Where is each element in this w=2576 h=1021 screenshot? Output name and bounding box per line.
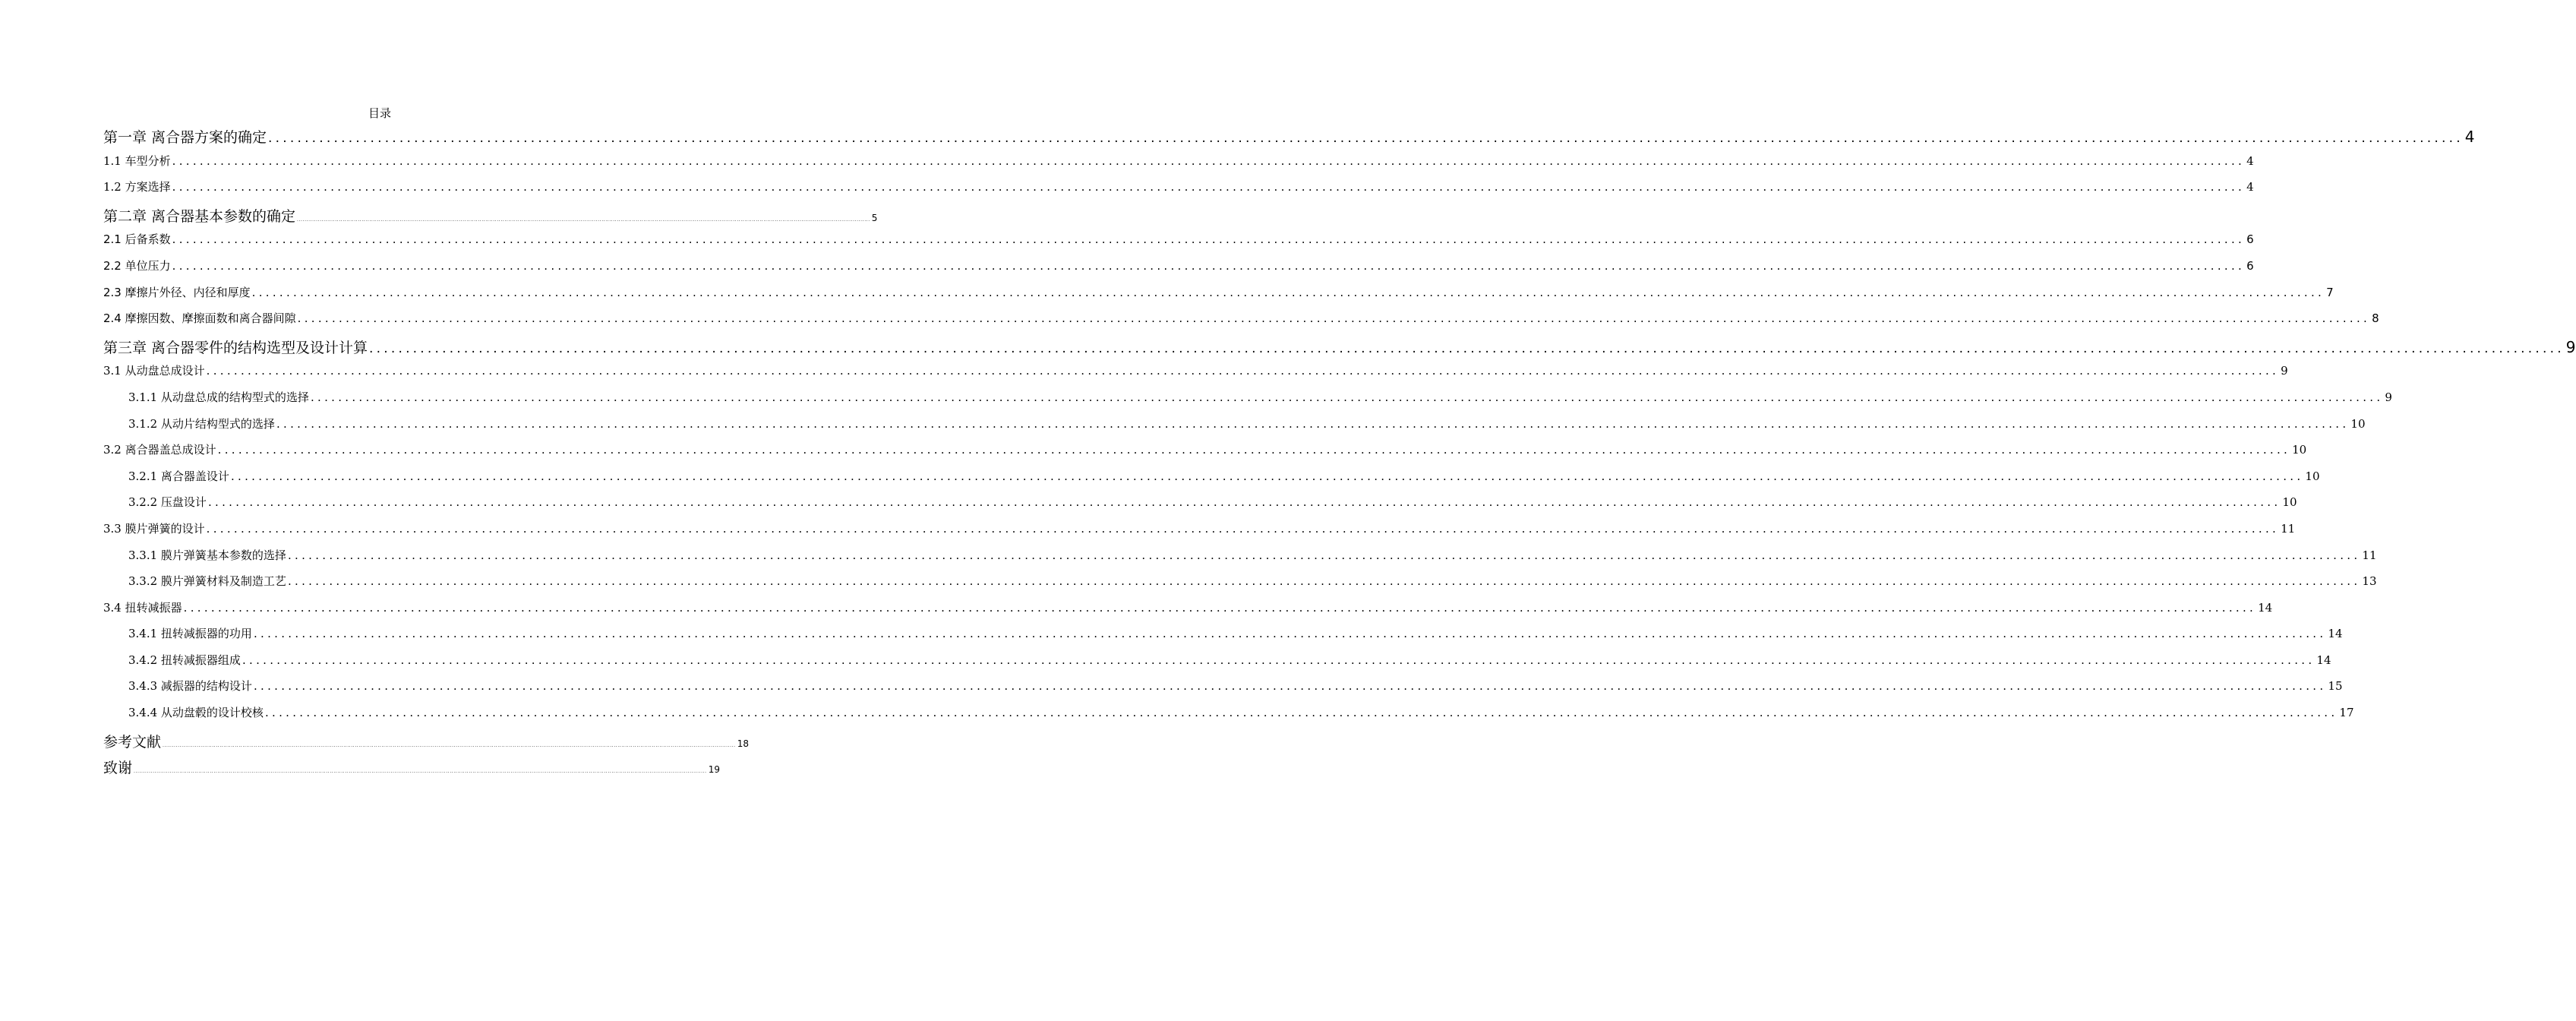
toc-entry-label: 第二章 离合器基本参数的确定 [103,207,296,225]
toc-entry-page: 6 [2246,258,2254,273]
toc-entry-label: 3.4.3 减振器的结构设计 [128,679,252,694]
toc-entry-2-4[interactable] [103,310,2379,337]
toc-entry-1-2[interactable] [103,179,2254,205]
toc-entry-page: 5 [871,212,878,223]
toc-entry-page: 11 [2281,521,2296,536]
toc-entry-label: 3.4.1 扭转减振器的功用 [128,627,252,641]
dot-leader: ............................................................................................................................................................................................................................................................................................................. [251,285,2325,299]
dot-leader: ............................................................................................................................................................................................................................................................................................................. [297,311,2371,326]
toc-entry-chapter-3[interactable] [103,337,2576,363]
toc-entry-page: 14 [2328,627,2343,641]
dot-leader: ............................................................................................................................................................................................................................................................................................................. [207,495,2281,510]
dot-leader: ............................................................................................................................................................................................................................................................................................................. [369,340,2565,356]
toc-entry-3-4-3[interactable] [103,678,2343,704]
dot-leader: ............................................................................................................................................................................................................................................................................................................. [206,364,2280,378]
table-of-contents [103,126,2576,783]
toc-title: 目录 [368,106,391,120]
toc-entry-label: 3.1.1 从动盘总成的结构型式的选择 [128,390,309,404]
toc-entry-label: 3.4.4 从动盘毂的设计校核 [128,706,264,720]
dot-leader: ............................................................................................................................................................................................................................................................................................................. [268,131,2464,146]
toc-entry-label: 3.2 离合器盖总成设计 [103,443,216,457]
toc-entry-page: 4 [2246,153,2254,168]
toc-entry-chapter-2[interactable] [103,205,878,232]
toc-entry-page: 9 [2565,337,2576,356]
dot-leader: ............................................................................................................................................................................................................................................................................................................. [172,180,2246,194]
toc-entry-label: 3.1.2 从动片结构型式的选择 [128,416,275,431]
dot-leader: ............................................................................................................................................................................................................................................................................................................. [253,627,2327,641]
toc-entry-page: 10 [2292,443,2307,457]
dot-leader: ............................................................................................................................................................................................................................................................................................................. [276,416,2350,431]
toc-entry-label: 2.1 后备系数 [103,232,171,247]
toc-entry-page: 11 [2362,548,2377,562]
toc-entry-acknowledgements[interactable] [103,757,720,783]
toc-entry-page: 17 [2339,706,2354,720]
dot-leader: ............................................................................................................................................................................................................................................................................................................. [253,679,2327,694]
toc-entry-label: 3.3.1 膜片弹簧基本参数的选择 [128,548,286,562]
dot-leader: ............................................................................................................................................................................................................................................................................................................. [287,574,2361,589]
toc-entry-3-3[interactable] [103,520,2296,547]
toc-entry-page: 4 [2464,128,2475,146]
toc-entry-label: 3.3 膜片弹簧的设计 [103,521,205,536]
toc-entry-page: 8 [2372,311,2379,326]
toc-entry-page: 10 [2350,416,2366,431]
toc-entry-3-4[interactable] [103,599,2273,626]
toc-entry-2-1[interactable] [103,231,2254,258]
toc-entry-page: 6 [2246,232,2254,247]
toc-entry-2-2[interactable] [103,258,2254,284]
dot-leader: ............................................................................................................................................................................................................................................................................................................. [264,706,2338,720]
toc-entry-label: 第三章 离合器零件的结构选型及设计计算 [103,339,368,356]
toc-entry-chapter-1[interactable] [103,126,2475,153]
dot-leader: ............................................................................................................................................................................................................................................................................................................. [297,217,870,223]
dot-leader: ............................................................................................................................................................................................................................................................................................................. [206,521,2280,536]
toc-entry-page: 14 [2316,653,2331,667]
dot-leader: ............................................................................................................................................................................................................................................................................................................. [172,258,2246,273]
toc-entry-page: 18 [737,738,749,749]
dot-leader: ............................................................................................................................................................................................................................................................................................................. [242,653,2316,667]
toc-entry-3-1-2[interactable] [103,416,2366,442]
toc-entry-3-3-1[interactable] [103,547,2377,574]
dot-leader: ............................................................................................................................................................................................................................................................................................................. [310,390,2384,404]
toc-entry-2-3[interactable] [103,284,2334,311]
toc-entry-3-4-1[interactable] [103,625,2343,652]
toc-entry-3-2[interactable] [103,441,2307,468]
toc-entry-1-1[interactable] [103,153,2254,179]
toc-entry-page: 7 [2326,285,2334,299]
dot-leader: ............................................................................................................................................................................................................................................................................................................. [287,548,2361,562]
toc-entry-label: 参考文献 [103,733,162,751]
dot-leader: ............................................................................................................................................................................................................................................................................................................. [172,153,2246,168]
toc-entry-page: 10 [2282,495,2297,510]
toc-entry-label: 3.1 从动盘总成设计 [103,364,205,378]
toc-entry-page: 15 [2328,679,2343,694]
toc-entry-page: 4 [2246,180,2254,194]
toc-entry-3-3-2[interactable] [103,573,2377,599]
toc-entry-3-2-1[interactable] [103,468,2320,495]
toc-entry-page: 10 [2305,469,2320,483]
dot-leader: ............................................................................................................................................................................................................................................................................................................. [163,742,736,748]
dot-leader: ............................................................................................................................................................................................................................................................................................................. [172,232,2246,247]
toc-entry-3-4-2[interactable] [103,652,2331,678]
toc-entry-3-1-1[interactable] [103,389,2392,416]
toc-entry-page: 9 [2385,390,2392,404]
toc-entry-label: 2.2 单位压力 [103,258,171,273]
toc-entry-label: 3.4.2 扭转减振器组成 [128,653,241,667]
toc-entry-3-4-4[interactable] [103,704,2354,731]
toc-entry-label: 1.2 方案选择 [103,180,171,194]
toc-entry-label: 1.1 车型分析 [103,153,171,168]
toc-entry-page: 14 [2258,600,2273,615]
dot-leader: ............................................................................................................................................................................................................................................................................................................. [217,443,2291,457]
toc-entry-label: 3.3.2 膜片弹簧材料及制造工艺 [128,574,286,589]
dot-leader: ............................................................................................................................................................................................................................................................................................................. [183,600,2257,615]
toc-entry-page: 9 [2281,364,2288,378]
toc-entry-references[interactable] [103,731,749,757]
toc-entry-3-1[interactable] [103,362,2288,389]
toc-entry-page: 13 [2362,574,2377,589]
toc-entry-label: 2.4 摩擦因数、摩擦面数和离合器间隙 [103,311,296,326]
toc-entry-label: 2.3 摩擦片外径、内径和厚度 [103,285,251,299]
toc-entry-label: 3.4 扭转减振器 [103,600,182,615]
toc-entry-label: 3.2.1 离合器盖设计 [128,469,229,483]
toc-entry-label: 3.2.2 压盘设计 [128,495,207,510]
toc-entry-page: 19 [708,764,720,776]
toc-entry-label: 致谢 [103,760,133,777]
toc-entry-3-2-2[interactable] [103,494,2297,520]
dot-leader: ............................................................................................................................................................................................................................................................................................................. [134,769,707,775]
dot-leader: ............................................................................................................................................................................................................................................................................................................. [230,469,2304,483]
toc-entry-label: 第一章 离合器方案的确定 [103,129,267,146]
